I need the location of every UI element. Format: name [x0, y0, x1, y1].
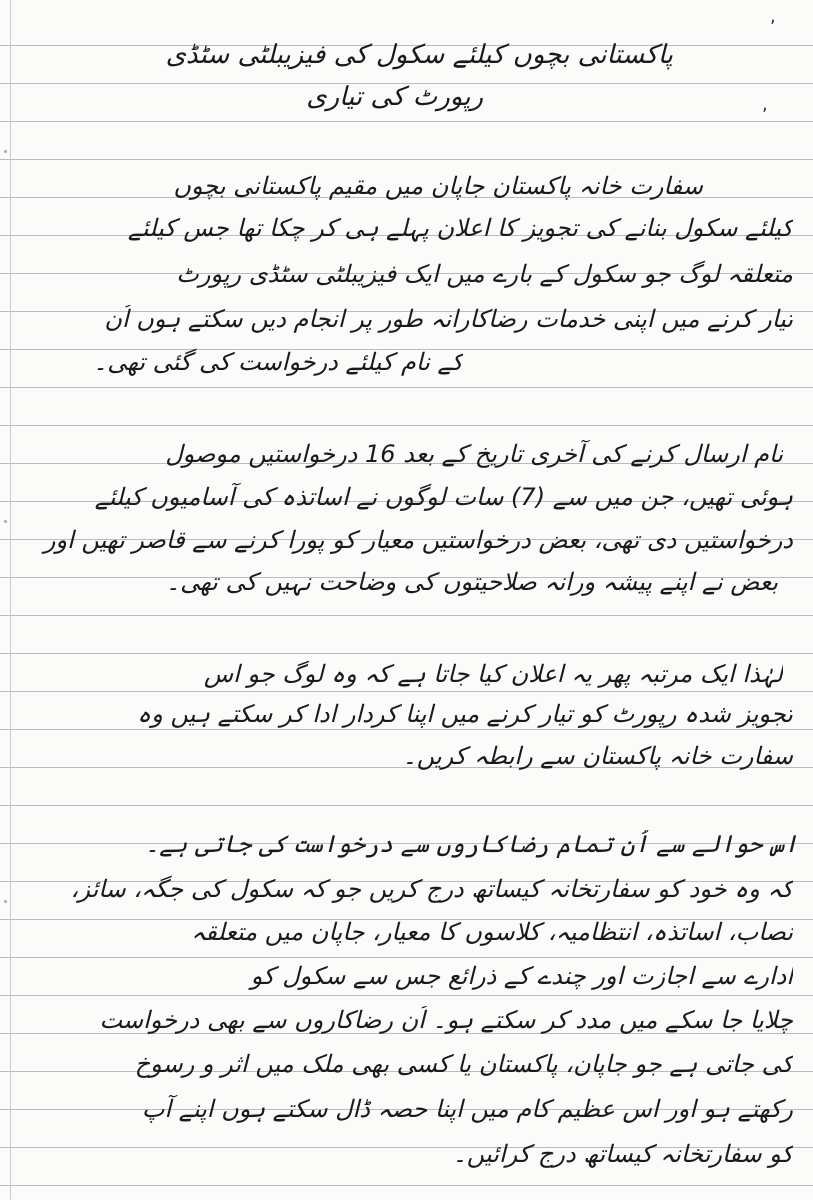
- pen-mark: ,: [762, 94, 768, 115]
- paragraph-4-line-4: ادارے سے اجازت اور چندے کے ذرائع جس سے سکول کو: [250, 962, 793, 990]
- paragraph-4-line-6: کی جاتی ہے جو جاپان، پاکستان یا کسی بھی ملک میں اثر و رسوخ: [134, 1050, 793, 1078]
- paragraph-3-line-1: لہٰذا ایک مرتبہ پھر یہ اعلان کیا جاتا ہے کہ وہ لوگ جو اس: [203, 660, 783, 688]
- document-title-line-2: رپورٹ کی تیاری: [306, 82, 483, 112]
- paragraph-2-line-2: ہوئی تھیں، جن میں سے (7) سات لوگوں نے اساتذہ کی آسامیوں کیلئے: [94, 483, 793, 511]
- paragraph-1-line-4: تیار کرنے میں اپنی خدمات رضاکارانہ طور پر انجام دیں سکتے ہوں اُن: [104, 305, 793, 333]
- binding-hole: [4, 150, 7, 153]
- paragraph-1-line-3: متعلقہ لوگ جو سکول کے بارے میں ایک فیزیبلٹی سٹڈی رپورٹ: [176, 260, 793, 288]
- paragraph-2-line-3: درخواستیں دی تھی، بعض درخواستیں معیار کو پورا کرنے سے قاصر تھیں اور: [43, 526, 793, 554]
- paragraph-4-line-1: اس حوالے سے اُن تمام رضاکاروں سے درخواست کی جاتی ہے۔: [145, 830, 798, 858]
- paragraph-4-line-5: چلایا جا سکے میں مدد کر سکتے ہو۔ اُن رضاکاروں سے بھی درخواست: [99, 1006, 793, 1034]
- pen-mark: ,: [770, 6, 776, 27]
- binding-hole: [4, 520, 7, 523]
- paragraph-4-line-3: نصاب، اساتذہ، انتظامیہ، کلاسوں کا معیار، جاپان میں متعلقہ: [191, 918, 793, 946]
- paragraph-1-line-1: سفارت خانہ پاکستان جاپان میں مقیم پاکستانی بچوں: [173, 172, 703, 200]
- document-title-line-1: پاکستانی بچوں کیلئے سکول کی فیزیبلٹی سٹڈی: [165, 40, 673, 70]
- paragraph-1-line-5: کے نام کیلئے درخواست کی گئی تھی۔: [93, 348, 463, 376]
- paragraph-4-line-7: رکھتے ہو اور اس عظیم کام میں اپنا حصہ ڈال سکتے ہوں اپنے آپ: [141, 1095, 793, 1123]
- page-margin-line: [10, 0, 11, 1200]
- paragraph-3-line-3: سفارت خانہ پاکستان سے رابطہ کریں۔: [402, 742, 793, 770]
- binding-hole: [4, 900, 7, 903]
- paragraph-2-line-4: بعض نے اپنے پیشہ ورانہ صلاحیتوں کی وضاحت نہیں کی تھی۔: [166, 568, 778, 596]
- paragraph-3-line-2: تجویز شدہ رپورٹ کو تیار کرنے میں اپنا کردار ادا کر سکتے ہیں وہ: [137, 700, 793, 728]
- paragraph-1-line-2: کیلئے سکول بنانے کی تجویز کا اعلان پہلے ہی کر چکا تھا جس کیلئے: [127, 214, 793, 242]
- paragraph-4-line-2: کہ وہ خود کو سفارتخانہ کیساتھ درج کریں جو کہ سکول کی جگہ، سائز،: [70, 875, 793, 903]
- paragraph-2-line-1: نام ارسال کرنے کی آخری تاریخ کے بعد 16 درخواستیں موصول: [165, 440, 783, 468]
- paragraph-4-line-8: کو سفارتخانہ کیساتھ درج کرائیں۔: [452, 1140, 793, 1168]
